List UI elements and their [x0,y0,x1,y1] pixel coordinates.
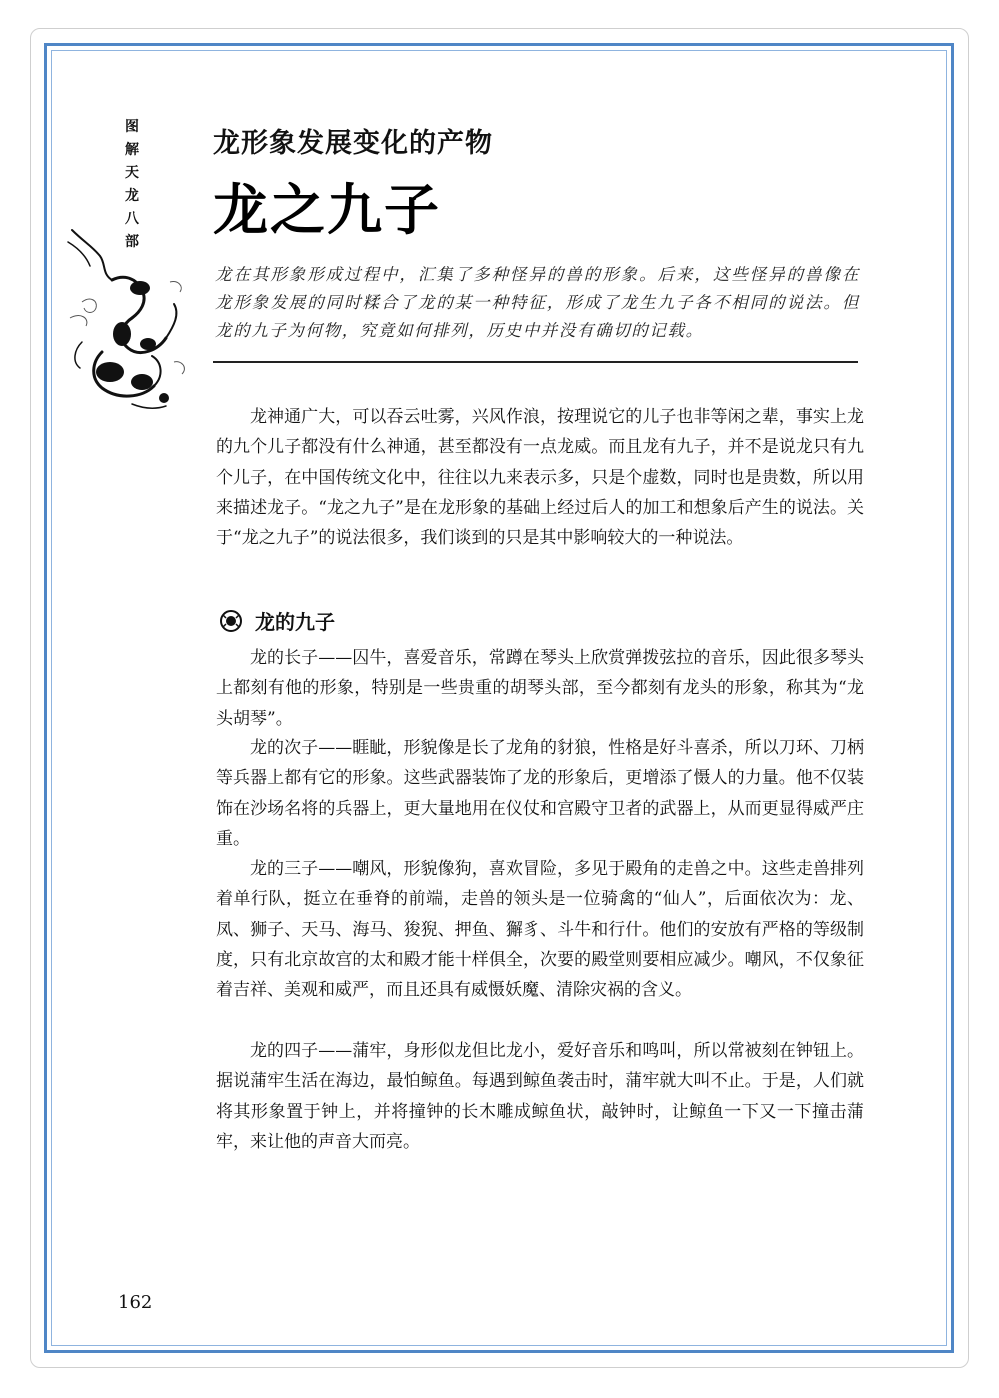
page-subtitle: 龙形象发展变化的产物 [213,128,493,159]
running-head-char: 龙 [125,188,139,204]
body-paragraph: 龙的长子——囚牛，喜爱音乐，常蹲在琴头上欣赏弹拨弦拉的音乐，因此很多琴头上都刻有他的形象，特别是一些贵重的胡琴头部，至今都刻有龙头的形象，称其为“龙头胡琴”。 [216,648,864,729]
intro-summary: 龙在其形象形成过程中，汇集了多种怪异的兽的形象。后来，这些怪异的兽像在龙形象发展的同时糅合了龙的某一种特征，形成了龙生九子各不相同的说法。但龙的九子为何物，究竟如何排列，历史中并没有确切的记载。 [215,265,860,340]
divider [213,361,858,363]
body-paragraph: 龙的四子——蒲牢，身形似龙但比龙小，爱好音乐和鸣叫，所以常被刻在钟钮上。据说蒲牢生活在海边，最怕鲸鱼。每遇到鲸鱼袭击时，蒲牢就大叫不止。于是，人们就将其形象置于钟上，并将撞钟的长木雕成鲸鱼状，敲钟时，让鲸鱼一下又一下撞击蒲牢，来让他的声音大而亮。 [216,1041,864,1152]
body-paragraph: 龙的次子——睚眦，形貌像是长了龙角的豺狼，性格是好斗喜杀，所以刀环、刀柄等兵器上都有它的形象。这些武器装饰了龙的形象后，更增添了慑人的力量。他不仅装饰在沙场名将的兵器上，更大量地用在仪仗和宫殿守卫者的武器上，从而更显得威严庄重。 [216,738,864,849]
dragon-illustration-icon [62,222,192,417]
section-heading-label: 龙的九子 [255,610,335,634]
ornament-icon [219,609,243,633]
running-head-char: 图 [125,119,139,135]
running-head-char: 部 [125,234,139,250]
body-paragraph: 龙的三子——嘲风，形貌像狗，喜欢冒险，多见于殿角的走兽之中。这些走兽排列着单行队，挺立在垂脊的前端，走兽的领头是一位骑禽的“仙人”，后面依次为：龙、凤、狮子、天马、海马、狻猊、押鱼、獬豸、斗牛和行什。他们的安放有严格的等级制度，只有北京故宫的太和殿才能十样俱全，次要的殿堂则要相应减少。嘲风，不仅象征着吉祥、美观和威严，而且还具有威慑妖魔、清除灾祸的含义。 [216,859,864,1001]
section-heading [219,606,335,635]
running-head-char: 天 [125,165,139,181]
page-number: 162 [118,1292,153,1313]
page-title: 龙之九子 [213,178,442,242]
running-head-char: 解 [125,142,139,158]
body-paragraph: 龙神通广大，可以吞云吐雾，兴风作浪，按理说它的儿子也非等闲之辈，事实上龙的九个儿子都没有什么神通，甚至都没有一点龙威。而且龙有九子，并不是说龙只有九个儿子，在中国传统文化中，往往以九来表示多，只是个虚数，同时也是贵数，所以用来描述龙子。“龙之九子”是在龙形象的基础上经过后人的加工和想象后产生的说法。关于“龙之九子”的说法很多，我们谈到的只是其中影响较大的一种说法。 [216,407,864,549]
running-head-char: 八 [125,211,139,227]
